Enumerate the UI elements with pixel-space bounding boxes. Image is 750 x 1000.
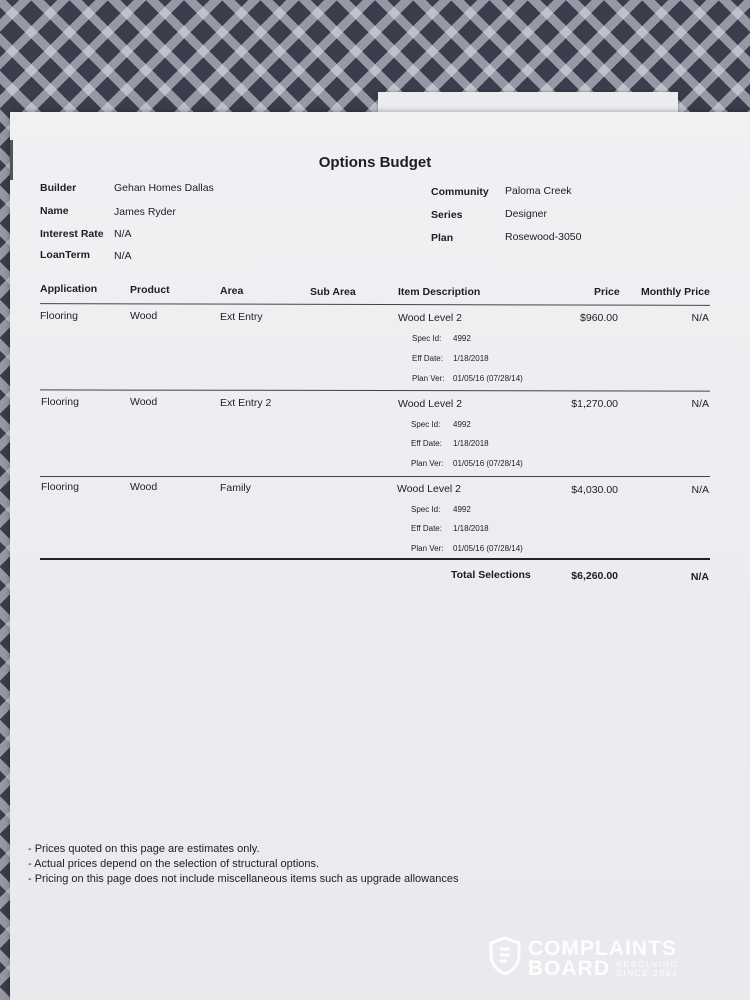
row-divider xyxy=(40,389,710,391)
header-divider xyxy=(40,303,710,306)
footnotes xyxy=(28,842,458,887)
series-value: Designer xyxy=(505,208,548,220)
watermark-tag2: SINCE 2004 xyxy=(616,967,679,978)
application-cell: Flooring xyxy=(41,481,79,493)
plan-ver-value: 01/05/16 (07/28/14) xyxy=(453,459,523,468)
sheet-edge-mark xyxy=(10,140,13,180)
area-cell: Ext Entry xyxy=(220,311,263,323)
builder-label: Builder xyxy=(40,182,77,194)
interest-rate-label: Interest Rate xyxy=(40,228,104,240)
footnote: - Prices quoted on this page are estimates only. xyxy=(28,843,260,855)
plan-label: Plan xyxy=(431,232,454,244)
monthly-price-cell: N/A xyxy=(691,398,709,410)
area-cell: Family xyxy=(220,482,251,494)
spec-id-value: 4992 xyxy=(453,505,471,514)
column-header-price: Price xyxy=(594,286,620,298)
price-cell: $1,270.00 xyxy=(571,398,618,410)
plan-ver-label: Plan Ver: xyxy=(412,374,445,383)
area-cell: Ext Entry 2 xyxy=(220,397,272,409)
name-value: James Ryder xyxy=(114,206,176,218)
plan-ver-label: Plan Ver: xyxy=(411,544,444,553)
name-label: Name xyxy=(40,205,69,217)
eff-date-value: 1/18/2018 xyxy=(453,354,489,363)
community-value: Paloma Creek xyxy=(505,185,572,197)
price-cell: $4,030.00 xyxy=(571,484,618,496)
loan-term-label: LoanTerm xyxy=(40,249,90,261)
builder-value: Gehan Homes Dallas xyxy=(114,182,214,194)
item-description-cell: Wood Level 2 xyxy=(398,398,463,410)
watermark-line1: COMPLAINTS xyxy=(528,936,677,960)
column-header-item-description: Item Description xyxy=(398,286,481,298)
community-label: Community xyxy=(431,186,489,198)
shield-icon xyxy=(488,936,522,981)
eff-date-label: Eff Date: xyxy=(412,354,443,363)
eff-date-label: Eff Date: xyxy=(411,439,442,448)
series-label: Series xyxy=(431,209,463,221)
document-title: Options Budget xyxy=(318,154,432,171)
eff-date-value: 1/18/2018 xyxy=(453,439,489,448)
column-header-product: Product xyxy=(130,284,170,296)
watermark-line2: BOARD xyxy=(528,956,610,980)
plan-ver-label: Plan Ver: xyxy=(411,459,444,468)
product-cell: Wood xyxy=(130,310,158,322)
eff-date-label: Eff Date: xyxy=(411,524,442,533)
total-divider xyxy=(40,558,710,560)
plan-ver-value: 01/05/16 (07/28/14) xyxy=(453,544,523,553)
product-cell: Wood xyxy=(130,481,158,493)
spec-id-value: 4992 xyxy=(453,334,471,343)
total-monthly-price: N/A xyxy=(690,571,709,583)
spec-id-value: 4992 xyxy=(453,420,471,429)
column-header-monthly-price: Monthly Price xyxy=(641,286,710,298)
plan-ver-value: 01/05/16 (07/28/14) xyxy=(453,374,523,383)
eff-date-value: 1/18/2018 xyxy=(453,524,489,533)
spec-id-label: Spec Id: xyxy=(411,505,441,514)
column-header-sub-area: Sub Area xyxy=(310,286,356,298)
product-cell: Wood xyxy=(130,396,158,408)
monthly-price-cell: N/A xyxy=(691,484,709,496)
spec-id-label: Spec Id: xyxy=(412,334,442,343)
column-header-application: Application xyxy=(40,283,98,295)
monthly-price-cell: N/A xyxy=(691,312,709,324)
total-label: Total Selections xyxy=(451,569,531,581)
footnote: - Actual prices depend on the selection of structural options. xyxy=(28,858,320,870)
spec-id-label: Spec Id: xyxy=(411,420,441,429)
complaints-board-watermark xyxy=(488,936,678,981)
item-description-cell: Wood Level 2 xyxy=(398,312,463,324)
watermark-tag1: RESOLVING xyxy=(616,958,679,969)
loan-term-value: N/A xyxy=(114,250,132,262)
plan-value: Rosewood-3050 xyxy=(505,231,582,243)
application-cell: Flooring xyxy=(41,396,79,408)
price-cell: $960.00 xyxy=(580,312,618,324)
application-cell: Flooring xyxy=(40,310,78,322)
column-header-area: Area xyxy=(220,285,244,297)
total-price: $6,260.00 xyxy=(571,570,618,582)
row-divider xyxy=(40,476,710,477)
footnote: - Pricing on this page does not include miscellaneous items such as upgrade allowances xyxy=(28,873,459,885)
item-description-cell: Wood Level 2 xyxy=(397,483,462,495)
interest-rate-value: N/A xyxy=(114,228,132,240)
